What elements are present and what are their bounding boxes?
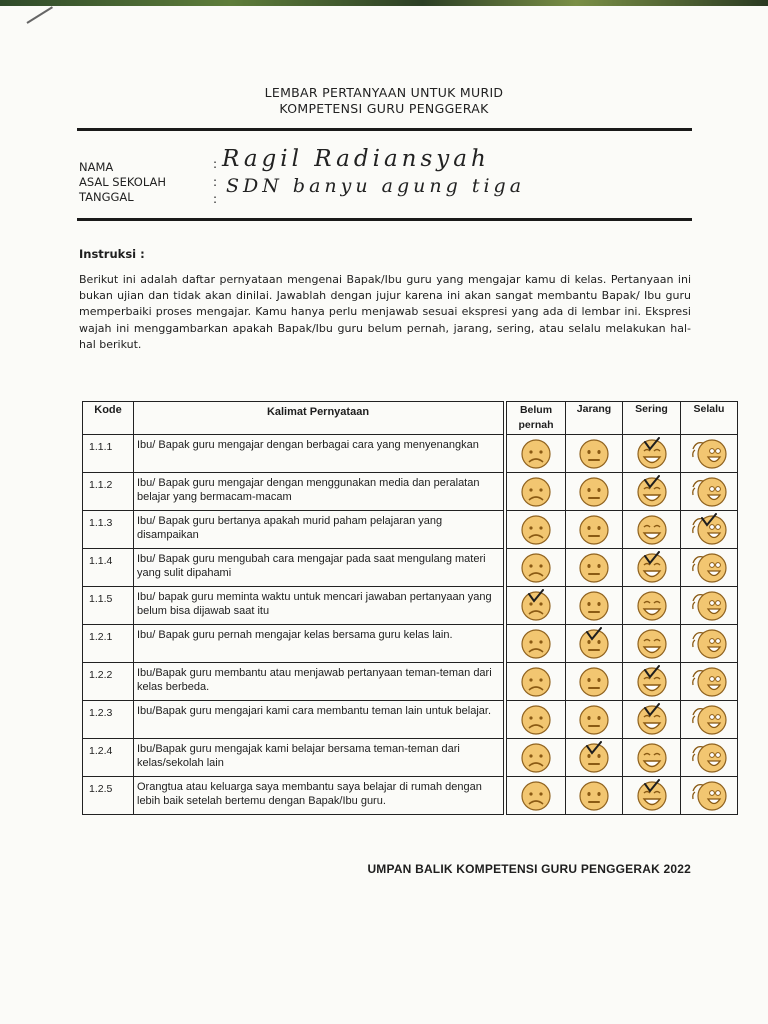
neutral-face-icon	[566, 703, 622, 737]
sad-face-icon	[507, 513, 565, 547]
table-row	[83, 549, 738, 587]
row-kode: 1.1.4	[83, 549, 134, 587]
answer-option-jarang[interactable]	[566, 701, 623, 739]
answer-option-selalu[interactable]	[681, 663, 738, 701]
instruksi-heading: Instruksi :	[79, 247, 145, 261]
row-kode: 1.1.1	[83, 435, 134, 473]
title-line-1: LEMBAR PERTANYAAN UNTUK MURID	[264, 85, 504, 100]
answer-option-selalu[interactable]	[681, 739, 738, 777]
answer-option-belum-pernah[interactable]	[507, 663, 566, 701]
row-kode: 1.2.3	[83, 701, 134, 739]
answer-option-selalu[interactable]	[681, 435, 738, 473]
answer-option-selalu[interactable]	[681, 549, 738, 587]
answer-option-sering[interactable]	[623, 701, 681, 739]
answer-option-jarang[interactable]	[566, 473, 623, 511]
table-row	[83, 435, 738, 473]
laughing-face-icon	[681, 741, 737, 775]
footer-title: UMPAN BALIK KOMPETENSI GURU PENGGERAK 2022	[367, 862, 691, 876]
laughing-face-icon	[681, 779, 737, 813]
answer-option-selalu[interactable]	[681, 587, 738, 625]
answer-option-jarang[interactable]	[566, 435, 623, 473]
header-sering: Sering	[623, 402, 681, 435]
header-kalimat: Kalimat Pernyataan	[134, 402, 504, 435]
row-statement: Ibu/ bapak guru meminta waktu untuk mencari jawaban pertanyaan yang belum bisa dijawab saat itu	[134, 587, 504, 625]
neutral-face-icon	[566, 665, 622, 699]
answer-option-jarang[interactable]	[566, 549, 623, 587]
table-row	[83, 473, 738, 511]
smile-face-icon	[623, 627, 680, 661]
asal-sekolah-label: ASAL SEKOLAH	[79, 175, 167, 189]
row-kode: 1.1.3	[83, 511, 134, 549]
smile-face-icon	[623, 741, 680, 775]
answer-option-sering[interactable]	[623, 587, 681, 625]
pencil-mark	[26, 6, 53, 24]
row-statement: Ibu/ Bapak guru mengajar dengan berbagai cara yang menyenangkan	[134, 435, 504, 473]
answer-option-belum-pernah[interactable]	[507, 473, 566, 511]
photo-edge	[0, 0, 768, 6]
answer-option-selalu[interactable]	[681, 701, 738, 739]
sad-face-icon	[507, 551, 565, 585]
answer-option-jarang[interactable]	[566, 511, 623, 549]
table-row	[83, 625, 738, 663]
laughing-face-icon	[681, 627, 737, 661]
statement-table	[82, 401, 738, 815]
answer-option-selalu[interactable]	[681, 777, 738, 815]
answer-option-jarang[interactable]	[566, 587, 623, 625]
header-belum-pernah: Belum pernah	[507, 402, 566, 435]
statement-rows	[83, 435, 738, 815]
laughing-face-icon	[681, 589, 737, 623]
neutral-face-icon	[566, 551, 622, 585]
asal-sekolah-field[interactable]: SDN banyu agung tiga	[226, 175, 526, 197]
header-kode: Kode	[83, 402, 134, 435]
row-statement: Ibu/ Bapak guru bertanya apakah murid paham pelajaran yang disampaikan	[134, 511, 504, 549]
answer-option-jarang[interactable]	[566, 739, 623, 777]
table-row	[83, 739, 738, 777]
nama-label: NAMA	[79, 160, 114, 174]
answer-option-sering[interactable]	[623, 473, 681, 511]
sad-face-icon	[507, 665, 565, 699]
sad-face-icon	[507, 475, 565, 509]
laughing-face-icon	[681, 703, 737, 737]
table-row	[83, 511, 738, 549]
neutral-face-icon	[566, 475, 622, 509]
answer-option-sering[interactable]	[623, 663, 681, 701]
sad-face-icon	[507, 703, 565, 737]
sad-face-icon	[507, 779, 565, 813]
answer-option-belum-pernah[interactable]	[507, 587, 566, 625]
answer-option-belum-pernah[interactable]	[507, 739, 566, 777]
header-jarang: Jarang	[566, 402, 623, 435]
neutral-face-icon	[566, 513, 622, 547]
answer-option-sering[interactable]	[623, 739, 681, 777]
answer-option-sering[interactable]	[623, 511, 681, 549]
instruksi-body: Berikut ini adalah daftar pernyataan mengenai Bapak/Ibu guru yang mengajar kamu di kelas. Pertanyaan ini bukan ujian dan tidak akan dinilai. Jawablah dengan jujur karena ini akan sangat membantu Bapak/ Ibu guru memperbaiki proses mengajar. Kamu hanya perlu menjawab sesuai ekspresi yang ada di lembar ini. Ekspresi wajah ini menggambarkan apakah Bapak/Ibu guru belum pernah, jarang, sering, atau selalu melakukan hal-hal berikut.	[79, 273, 691, 351]
answer-option-belum-pernah[interactable]	[507, 549, 566, 587]
sad-face-icon	[507, 627, 565, 661]
smile-face-icon	[623, 589, 680, 623]
header-selalu: Selalu	[681, 402, 738, 435]
answer-option-selalu[interactable]	[681, 473, 738, 511]
row-statement: Ibu/ Bapak guru pernah mengajar kelas bersama guru kelas lain.	[134, 625, 504, 663]
answer-option-selalu[interactable]	[681, 511, 738, 549]
smile-face-icon	[623, 513, 680, 547]
table-row	[83, 663, 738, 701]
answer-option-belum-pernah[interactable]	[507, 701, 566, 739]
nama-field[interactable]: Ragil Radiansyah	[222, 146, 490, 172]
tanggal-label: TANGGAL	[79, 190, 134, 204]
answer-option-jarang[interactable]	[566, 625, 623, 663]
row-statement: Orangtua atau keluarga saya membantu saya belajar di rumah dengan lebih baik setelah bertemu dengan Bapak/Ibu guru.	[134, 777, 504, 815]
answer-option-sering[interactable]	[623, 435, 681, 473]
row-kode: 1.1.5	[83, 587, 134, 625]
laughing-face-icon	[681, 551, 737, 585]
answer-option-belum-pernah[interactable]	[507, 511, 566, 549]
laughing-face-icon	[681, 437, 737, 471]
answer-option-sering[interactable]	[623, 777, 681, 815]
laughing-face-icon	[681, 665, 737, 699]
row-kode: 1.2.2	[83, 663, 134, 701]
row-statement: Ibu/Bapak guru mengajari kami cara membantu teman lain untuk belajar.	[134, 701, 504, 739]
colon-sekolah: :	[213, 175, 218, 189]
neutral-face-icon	[566, 589, 622, 623]
colon-tanggal: :	[213, 192, 218, 206]
title-line-2: KOMPETENSI GURU PENGGERAK	[279, 101, 489, 116]
colon-nama: :	[213, 157, 218, 171]
answer-option-jarang[interactable]	[566, 663, 623, 701]
row-kode: 1.2.5	[83, 777, 134, 815]
row-statement: Ibu/ Bapak guru mengajar dengan menggunakan media dan peralatan belajar yang bermacam-macam	[134, 473, 504, 511]
table-row	[83, 701, 738, 739]
answer-option-jarang[interactable]	[566, 777, 623, 815]
sad-face-icon	[507, 437, 565, 471]
row-statement: Ibu/Bapak guru mengajak kami belajar bersama teman-teman dari kelas/sekolah lain	[134, 739, 504, 777]
answer-option-belum-pernah[interactable]	[507, 435, 566, 473]
answer-option-belum-pernah[interactable]	[507, 625, 566, 663]
table-row	[83, 777, 738, 815]
row-statement: Ibu/ Bapak guru mengubah cara mengajar pada saat mengulang materi yang sulit dipahami	[134, 549, 504, 587]
neutral-face-icon	[566, 779, 622, 813]
neutral-face-icon	[566, 437, 622, 471]
laughing-face-icon	[681, 475, 737, 509]
answer-option-sering[interactable]	[623, 625, 681, 663]
answer-option-belum-pernah[interactable]	[507, 777, 566, 815]
sad-face-icon	[507, 741, 565, 775]
answer-option-sering[interactable]	[623, 549, 681, 587]
row-statement: Ibu/Bapak guru membantu atau menjawab pertanyaan teman-teman dari kelas berbeda.	[134, 663, 504, 701]
top-divider	[77, 128, 692, 131]
answer-option-selalu[interactable]	[681, 625, 738, 663]
row-kode: 1.1.2	[83, 473, 134, 511]
row-kode: 1.2.1	[83, 625, 134, 663]
table-row	[83, 587, 738, 625]
bottom-divider	[77, 218, 692, 221]
row-kode: 1.2.4	[83, 739, 134, 777]
